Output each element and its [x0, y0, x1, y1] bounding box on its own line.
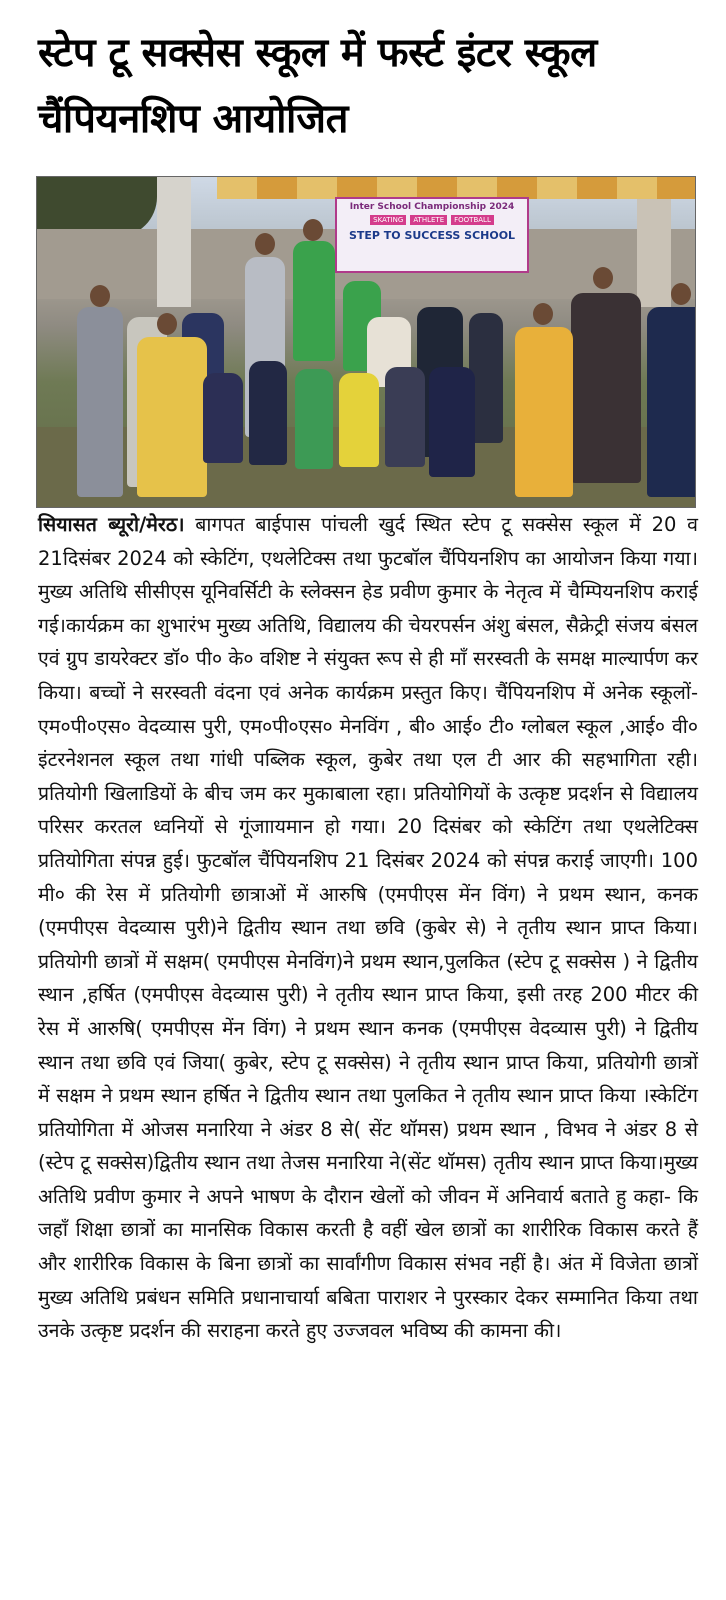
article-body: [38, 508, 698, 1348]
person-figure: [249, 361, 287, 465]
person-figure: [571, 293, 641, 483]
person-figure: [77, 307, 123, 497]
person-figure: [385, 367, 425, 467]
person-figure: [137, 337, 207, 497]
championship-banner: [335, 197, 529, 273]
person-figure: [203, 373, 243, 463]
article-text: बागपत बाईपास पांचली खुर्द स्थित स्टेप टू सक्सेस स्कूल में 20 व 21दिसंबर 2024 को स्केटिंग, एथलेटिक्स तथा फुटबॉल चैंपियनशिप का आयोजन किया गया।मुख्य अतिथि सीसीएस यूनिवर्सिटी के स्लेक्सन हेड प्रवीण कुमार के नेतृत्व में चैम्पियनशिप कराई गई।कार्यक्रम का शुभारंभ मुख्य अतिथि, विद्यालय की चेयरपर्सन अंशु बंसल, सैक्रेट्री संजय बंसल एवं ग्रुप डायरेक्टर डॉ० पी० के० वशिष्ट ने संयुक्त रूप से ही माँ सरस्वती के समक्ष माल्यार्पण कर किया। बच्चों ने सरस्वती वंदना एवं अनेक कार्यक्रम प्रस्तुत किए। चैंपियनशिप में अनेक स्कूलों- एम०पी०एस० वेदव्यास पुरी, एम०पी०एस० मेनविंग , बी० आई० टी० ग्लोबल स्कूल ,आई० वी० इंटरनेशनल स्कूल तथा गांधी पब्लिक स्कूल, कुबेर तथा एल टी आर की सहभागिता रही। प्रतियोगी खिलाडियों के बीच जम कर मुकाबाला रहा। प्रतियोगियों के उत्कृष्ट प्रदर्शन से विद्यालय परिसर करतल ध्वनियों से गूंजाायमान हो गया। 20 दिसंबर को स्केटिंग तथा एथलेटिक्स प्रतियोगिता संपन्न हुई। फुटबॉल चैंपियनशिप 21 दिसंबर 2024 को संपन्न कराई जाएगी। 100 मी० की रेस में प्रतियोगी छात्राओं में आरुषि (एमपीएस मेंन विंग) ने प्रथम स्थान, कनक (एमपीएस वेदव्यास पुरी)ने द्वितीय स्थान तथा छवि (कुबेर से) ने तृतीय स्थान प्राप्त किया। प्रतियोगी छात्रों में सक्षम( एमपीएस मेनविंग)ने प्रथम स्थान,पुलकित (स्टेप टू सक्सेस ) ने द्वितीय स्थान ,हर्षित (एमपीएस वेदव्यास पुरी) ने तृतीय स्थान प्राप्त किया, इसी तरह 200 मीटर की रेस में आरुषि( एमपीएस मेंन विंग) ने प्रथम स्थान कनक (एमपीएस वेदव्यास पुरी) ने द्वितीय स्थान तथा छवि एवं जिया( कुबेर, स्टेप टू सक्सेस) ने तृतीय स्थान प्राप्त किया, प्रतियोगी छात्रों में सक्षम ने प्रथम स्थान हर्षित ने द्वितीय स्थान तथा पुलकित ने तृतीय स्थान प्राप्त किया ।स्केटिंग प्रतियोगिता में ओजस मनारिया ने अंडर 8 से( सेंट थॉमस) प्रथम स्थान , विभव ने अंडर 8 से (स्टेप टू सक्सेस)द्वितीय स्थान तथा तेजस मनारिया ने(सेंट थॉमस) तृतीय स्थान प्राप्त किया।मुख्य अतिथि प्रवीण कुमार ने अपने भाषण के दौरान खेलों को जीवन में अनिवार्य बताते हु कहा- कि जहाँ शिक्षा छात्रों का मानसिक विकास करती है वहीं खेल छात्रों का शारीरिक विकास करते हैं और शारीरिक विकास के बिना छात्रों का सार्वांगीण विकास संभव नहीं है। अंत में विजेता छात्रों मुख्य अतिथि प्रबंधन समिति प्रधानाचार्या बबिता पाराशर ने पुरस्कार देकर सम्मानित किया तथा उनके उत्कृष्ट प्रदर्शन की सराहना करते हुए उज्जवल भविष्य की कामना की।: [38, 513, 698, 1343]
person-head: [303, 219, 323, 241]
person-head: [593, 267, 613, 289]
headline: स्टेप टू सक्सेस स्कूल में फर्स्ट इंटर स्कूल चैंपियनशिप आयोजित: [38, 30, 597, 142]
banner-tags: [337, 215, 527, 225]
person-figure: [515, 327, 573, 497]
photo-pillar: [157, 177, 191, 307]
banner-school: STEP TO SUCCESS SCHOOL: [348, 229, 516, 242]
person-figure: [647, 307, 696, 497]
person-figure: [293, 241, 335, 361]
clipped-previous-article-line: [40, 0, 700, 10]
person-head: [157, 313, 177, 335]
person-figure: [339, 373, 379, 467]
photo-tree: [37, 177, 157, 237]
article-byline: सियासत ब्यूरो/मेरठ।: [38, 513, 185, 536]
banner-title: Inter School Championship 2024: [349, 202, 515, 212]
person-head: [671, 283, 691, 305]
person-figure: [295, 369, 333, 469]
banner-tag: FOOTBALL: [451, 215, 494, 225]
photo-canopy: [217, 177, 696, 199]
person-head: [90, 285, 110, 307]
person-head: [255, 233, 275, 255]
banner-tag: SKATING: [370, 215, 406, 225]
news-photo: [36, 176, 696, 508]
banner-tag: ATHLETE: [410, 215, 447, 225]
person-figure: [429, 367, 475, 477]
person-head: [533, 303, 553, 325]
